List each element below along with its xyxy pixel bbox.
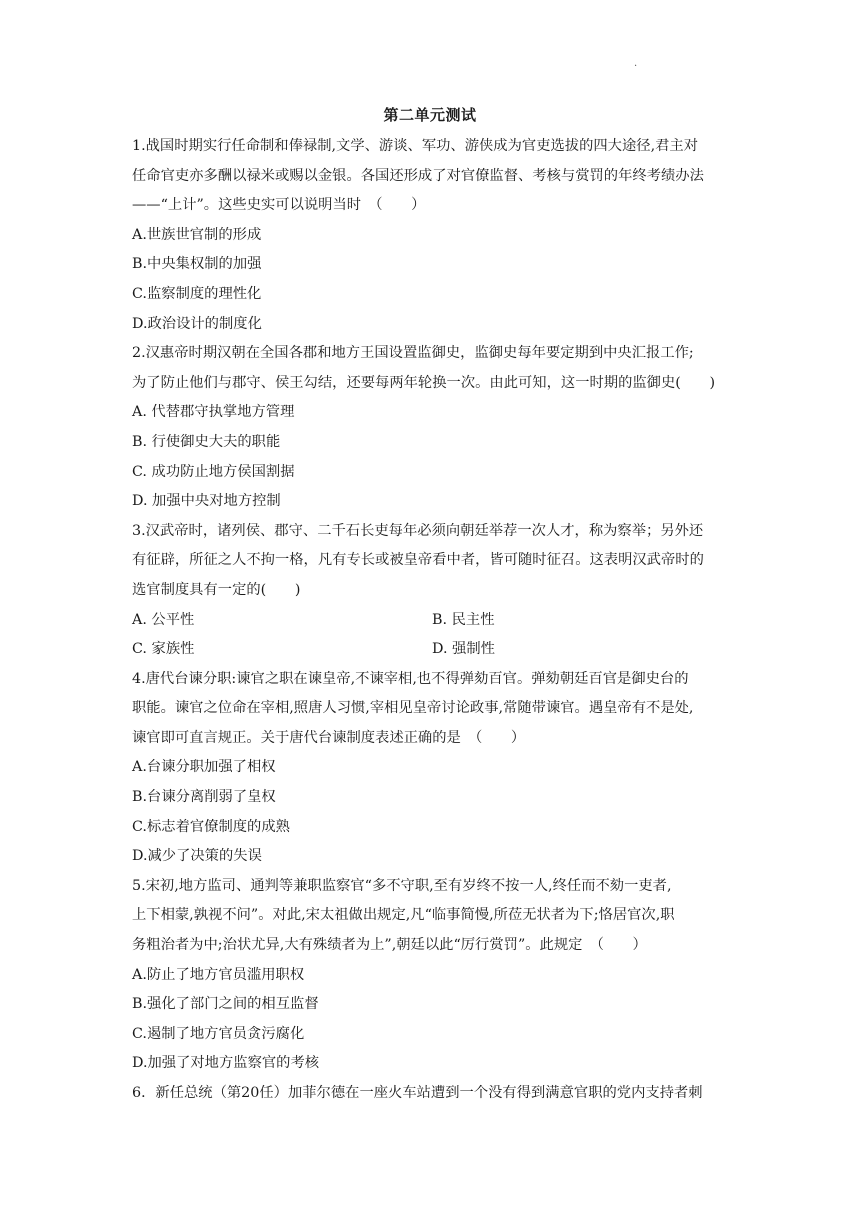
option-d: D.政治设计的制度化: [132, 315, 262, 332]
question-stem-line: 6．新任总统（第20任）加菲尔德在一座火车站遭到一个没有得到满意官职的党内支持者刺: [132, 1085, 703, 1101]
option-a: A.防止了地方官员滥用职权: [132, 966, 305, 983]
page-title: 第二单元测试: [383, 106, 477, 124]
question-stem-line: 1.战国时期实行任命制和俸禄制,文学、游谈、军功、游侠成为官吏选拔的四大途径,君主对: [132, 138, 699, 154]
option-c: C. 成功防止地方侯国割据: [132, 463, 295, 480]
option-d: D.减少了决策的失误: [132, 848, 262, 865]
header-dot: .: [634, 58, 638, 69]
question-stem-line: 有征辟，所征之人不拘一格，凡有专长或被皇帝看中者，皆可随时征召。这表明汉武帝时的: [132, 552, 704, 569]
option-a: A.世族世官制的形成: [132, 226, 262, 243]
question-stem-line: 谏官即可直言规正。关于唐代台谏制度表述正确的是 （ ）: [132, 729, 526, 746]
question-stem-line: 职能。谏官之位命在宰相,照唐人习惯,宰相见皇帝讨论政事,常随带谏官。遇皇帝有不是处,: [132, 700, 694, 717]
option-b: B.台谏分离削弱了皇权: [132, 789, 276, 806]
option-a: A.台谏分职加强了相权: [132, 759, 276, 776]
question-1: [132, 132, 732, 339]
question-list: [132, 132, 732, 1109]
option-c: C.标志着官僚制度的成熟: [132, 818, 290, 835]
question-6: [132, 1079, 732, 1109]
option-row: [132, 635, 732, 665]
question-stem-line: 2.汉惠帝时期汉朝在全国各郡和地方王国设置监御史，监御史每年要定期到中央汇报工作;: [132, 345, 694, 362]
question-stem-line: ——“上计”。这些史实可以说明当时 （ ）: [132, 197, 426, 214]
option-b: B. 民主性: [432, 611, 495, 628]
question-stem-line: 4.唐代台谏分职:谏官之职在谏皇帝,不谏宰相,也不得弹劾百官。弹劾朝廷百官是御史台的: [132, 670, 689, 687]
option-c: C.遏制了地方官员贪污腐化: [132, 1025, 305, 1042]
question-stem-line: 选官制度具有一定的( ): [132, 581, 301, 598]
question-4: [132, 665, 732, 872]
option-d: D.加强了对地方监察官的考核: [132, 1055, 320, 1072]
option-b: B. 行使御史大夫的职能: [132, 433, 281, 450]
question-5: [132, 872, 732, 1079]
question-stem-line: 3.汉武帝时，诸列侯、郡守、二千石长吏每年必须向朝廷举荐一次人才，称为察举；另外还: [132, 522, 704, 539]
option-a: A. 公平性: [132, 611, 195, 628]
option-row: [132, 606, 732, 636]
question-3: [132, 517, 732, 665]
question-stem-line: 为了防止他们与郡守、侯王勾结，还要每两年轮换一次。由此可知，这一时期的监御史( ): [132, 374, 716, 391]
option-b: B.中央集权制的加强: [132, 256, 262, 273]
option-a: A. 代替郡守执掌地方管理: [132, 404, 295, 421]
option-d: D. 加强中央对地方控制: [132, 493, 281, 510]
question-stem-line: 5.宋初,地方监司、通判等兼职监察官“多不守职,至有岁终不按一人,终任而不劾一吏者,: [132, 877, 672, 894]
option-c: C. 家族性: [132, 641, 195, 658]
question-stem-line: 务粗治者为中;治状尤异,大有殊绩者为上”,朝廷以此“厉行赏罚”。此规定 （ ）: [132, 937, 647, 954]
question-stem-line: 任命官吏亦多酬以禄米或赐以金银。各国还形成了对官僚监督、考核与赏罚的年终考绩办法: [132, 167, 704, 184]
question-2: [132, 339, 732, 517]
option-b: B.强化了部门之间的相互监督: [132, 996, 319, 1013]
option-d: D. 强制性: [432, 641, 495, 658]
question-stem-line: 上下相蒙,孰视不问”。对此,宋太祖做出规定,凡“临事简慢,所莅无状者为下;恪居官次,职: [132, 907, 675, 924]
option-c: C.监察制度的理性化: [132, 285, 262, 302]
